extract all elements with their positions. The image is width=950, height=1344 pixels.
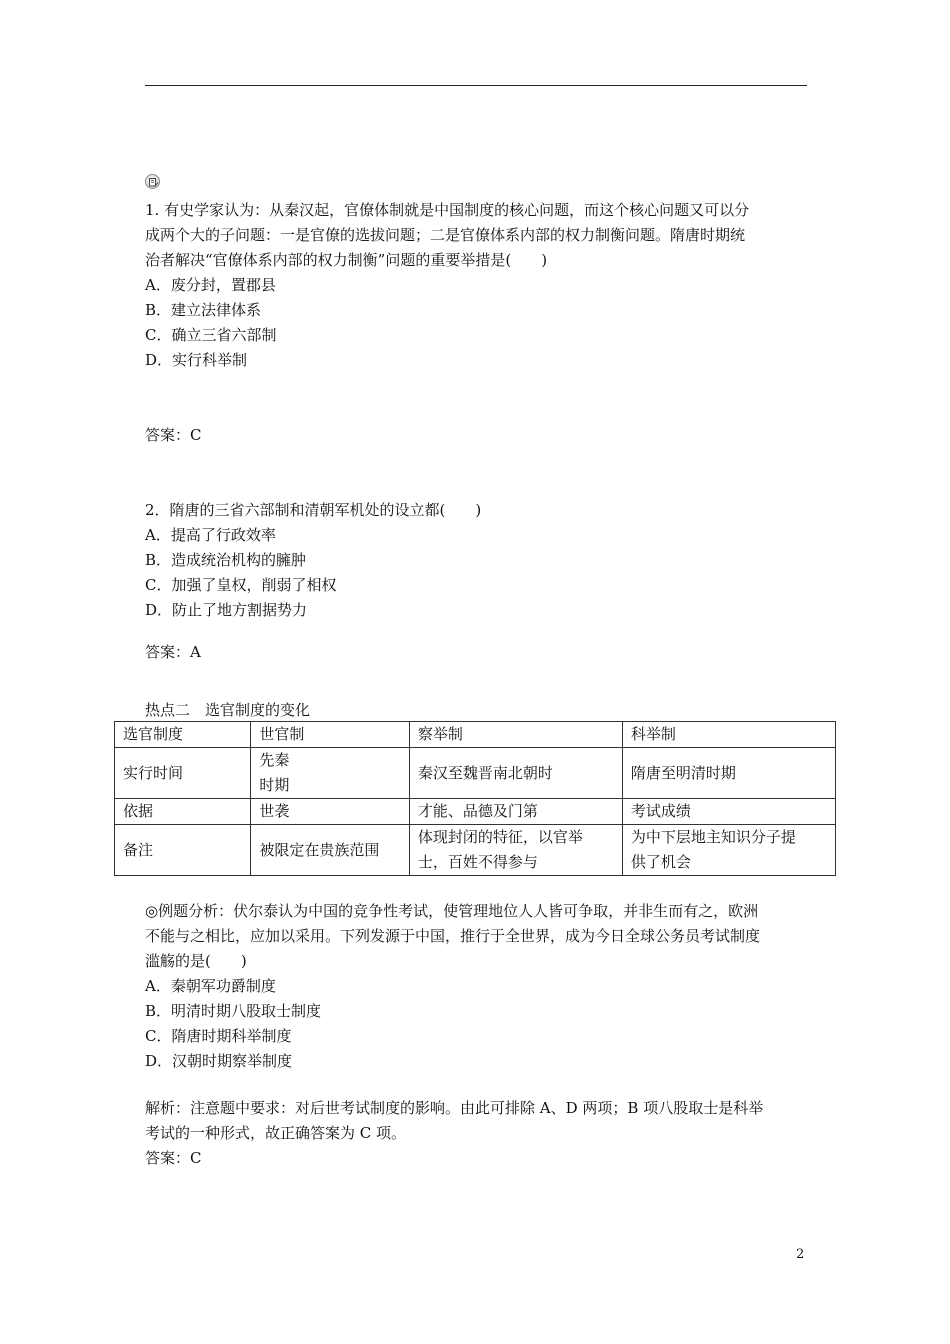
table-cell: 先秦 时期: [251, 748, 410, 799]
example-stem-line1: ◎例题分析：伏尔泰认为中国的竞争性考试，使管理地位人人皆可争取，并非生而有之，欧洲: [145, 902, 759, 920]
q1-stem-line2: 成两个大的子问题：一是官僚的选拔问题；二是官僚体系内部的权力制衡问题。隋唐时期统: [145, 226, 746, 244]
q2-answer: 答案：A: [145, 643, 201, 661]
table-cell: 被限定在贵族范围: [251, 825, 410, 876]
table-cell: 体现封闭的特征，以官举 士，百姓不得参与: [409, 825, 622, 876]
q1-stem-line1: 1. 有史学家认为：从秦汉起，官僚体制就是中国制度的核心问题，而这个核心问题又可以分: [145, 201, 750, 219]
example-stem-line2: 不能与之相比，应加以采用。下列发源于中国，推行于全世界，成为今日全球公务员考试制度: [145, 927, 761, 945]
example-answer: 答案：C: [145, 1149, 202, 1167]
table-header-cell: 选官制度: [115, 722, 251, 748]
q2-option-d: D．防止了地方割据势力: [145, 601, 308, 619]
example-block: [145, 899, 815, 1171]
q1-answer: 答案：C: [145, 426, 202, 444]
table-cell: 依据: [115, 799, 251, 825]
q2-option-a: A．提高了行政效率: [145, 526, 276, 544]
table-cell: 实行时间: [115, 748, 251, 799]
edit-note-icon[interactable]: [145, 174, 160, 189]
table-header-cell: 察举制: [409, 722, 622, 748]
table-cell: 为中下层地主知识分子提 供了机会: [622, 825, 835, 876]
q1-option-b: B．建立法律体系: [145, 301, 262, 319]
section-title: 热点二 选官制度的变化: [145, 701, 311, 719]
q2-option-c: C．加强了皇权，削弱了相权: [145, 576, 337, 594]
table-header-row: [115, 722, 836, 748]
example-analysis-line2: 考试的一种形式，故正确答案为 C 项。: [145, 1124, 407, 1142]
header-rule: [145, 85, 807, 86]
table-cell: 世袭: [251, 799, 410, 825]
table-row: [115, 799, 836, 825]
comparison-table: [114, 721, 836, 876]
example-option-b: B．明清时期八股取士制度: [145, 1002, 322, 1020]
questions-block: [145, 198, 815, 665]
page-number: 2: [796, 1247, 805, 1262]
example-option-c: C．隋唐时期科举制度: [145, 1027, 292, 1045]
q2-option-b: B．造成统治机构的臃肿: [145, 551, 307, 569]
table-header-cell: 科举制: [622, 722, 835, 748]
table-cell: 隋唐至明清时期: [622, 748, 835, 799]
table-row: [115, 825, 836, 876]
table-cell: 才能、品德及门第: [409, 799, 622, 825]
q2-stem: 2．隋唐的三省六部制和清朝军机处的设立都( ): [145, 501, 482, 519]
q1-option-c: C．确立三省六部制: [145, 326, 277, 344]
table-cell: 备注: [115, 825, 251, 876]
q1-stem-line3: 治者解决“官僚体系内部的权力制衡”问题的重要举措是( ): [145, 251, 548, 269]
q1-option-d: D．实行科举制: [145, 351, 248, 369]
table-cell: 考试成绩: [622, 799, 835, 825]
table-row: [115, 748, 836, 799]
example-analysis-line1: 解析：注意题中要求：对后世考试制度的影响。由此可排除 A、D 两项；B 项八股取士是科举: [145, 1099, 764, 1117]
table-header-cell: 世官制: [251, 722, 410, 748]
example-option-a: A．秦朝军功爵制度: [145, 977, 276, 995]
example-stem-line3: 滥觞的是( ): [145, 952, 247, 970]
table-cell: 秦汉至魏晋南北朝时: [409, 748, 622, 799]
example-option-d: D．汉朝时期察举制度: [145, 1052, 293, 1070]
q1-option-a: A．废分封，置郡县: [145, 276, 276, 294]
